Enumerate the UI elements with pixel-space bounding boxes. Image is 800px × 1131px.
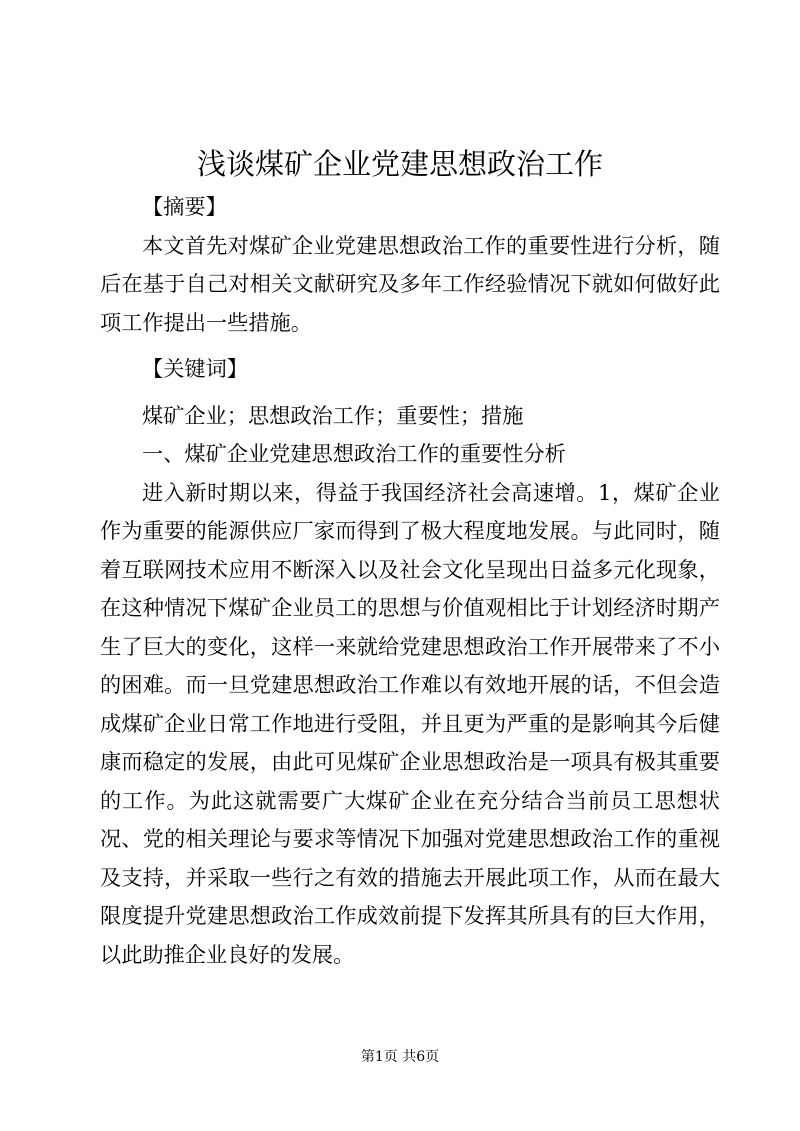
page-footer: 第1页 共6页	[360, 1049, 440, 1065]
keywords-heading: 【关键词】	[142, 356, 248, 381]
abstract-heading: 【摘要】	[142, 194, 227, 219]
abstract-paragraph: 本文首先对煤矿企业党建思想政治工作的重要性进行分析，随后在基于自己对相关文献研究及多年工作经验情况下就如何做好此项工作提出一些措施。	[100, 232, 720, 335]
document-body	[100, 188, 720, 974]
section-heading: 一、煤矿企业党建思想政治工作的重要性分析	[142, 441, 566, 466]
paragraph-spacer	[100, 342, 720, 350]
section-paragraph: 进入新时期以来，得益于我国经济社会高速增。1，煤矿企业作为重要的能源供应厂家而得到了极大程度地发展。与此同时，随着互联网技术应用不断深入以及社会文化呈现出日益多元化现象，在这种情况下煤矿企业员工的思想与价值观相比于计划经济时期产生了巨大的变化，这样一来就给党建思想政治工作开展带来了不小的困难。而一旦党建思想政治工作难以有效地开展的话，不但会造成煤矿企业日常工作地进行受阻，并且更为严重的是影响其今后健康而稳定的发展，由此可见煤矿企业思想政治是一项具有极其重要的工作。为此这就需要广大煤矿企业在充分结合当前员工思想状况、党的相关理论与要求等情况下加强对党建思想政治工作的重视及支持，并采取一些行之有效的措施去开展此项工作，从而在最大限度提升党建思想政治工作成效前提下发挥其所具有的巨大作用，以此助推企业良好的发展。	[100, 479, 720, 967]
keywords-text: 煤矿企业；思想政治工作；重要性；措施	[142, 402, 524, 428]
paragraph-spacer	[100, 389, 720, 397]
document-title: 浅谈煤矿企业党建思想政治工作	[196, 147, 603, 181]
